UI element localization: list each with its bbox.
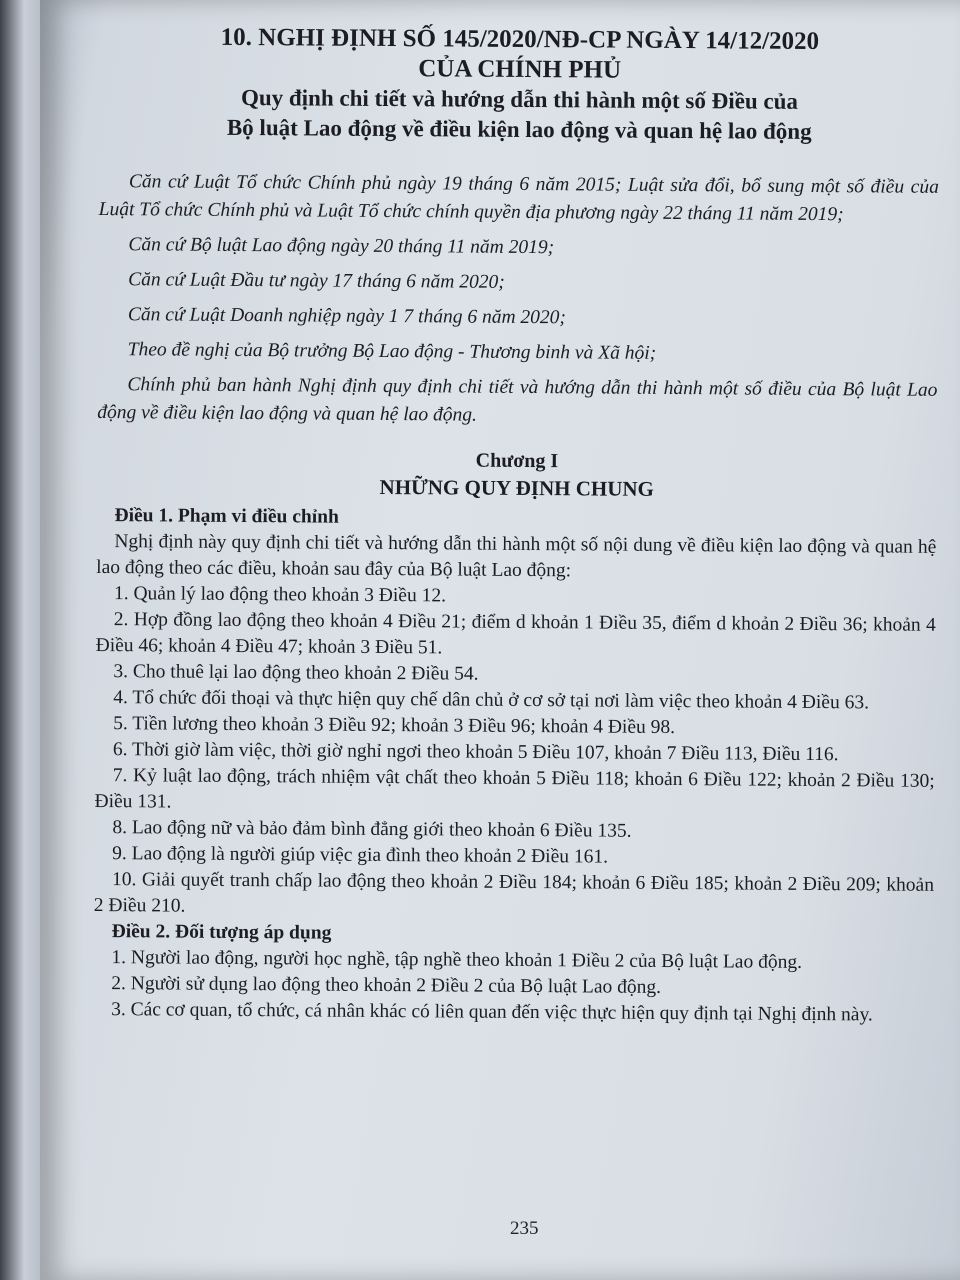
preamble-paragraph: Căn cứ Luật Tổ chức Chính phủ ngày 19 tháng 6 năm 2015; Luật sửa đổi, bổ sung một số điều của Luật Tổ chức Chính phủ và Luật Tổ chức chính quyền địa phương ngày 22 tháng 11 năm 2019; — [98, 171, 939, 226]
article-2-item: 2. Người sử dụng lao động theo khoản 2 Điều 2 của Bộ luật Lao động. — [111, 973, 662, 998]
article-1-item: 10. Giải quyết tranh chấp lao động theo khoản 2 Điều 184; khoản 6 Điều 185; khoản 2 Điều 209; khoản 2 Điều 210. — [93, 869, 935, 917]
preamble-paragraph: Theo đề nghị của Bộ trưởng Bộ Lao động - Thương binh và Xã hội; — [127, 339, 657, 364]
document-subtitle-1: Quy định chi tiết và hướng dẫn thi hành một số Điều của — [240, 84, 799, 114]
article-1-item: 8. Lao động nữ và bảo đảm bình đẳng giới theo khoản 6 Điều 135. — [112, 817, 632, 842]
preamble-paragraph: Chính phủ ban hành Nghị định quy định chi tiết và hướng dẫn thi hành một số điều của Bộ luật Lao động về điều kiện lao động và quan hệ lao động. — [97, 374, 938, 426]
article-1-item: 2. Hợp đồng lao động theo khoản 4 Điều 21; điểm d khoản 1 Điều 35, điểm d khoản 2 Điều 36; khoản 4 Điều 46; khoản 4 Điều 47; khoản 3 Điều 51. — [95, 609, 936, 659]
preamble — [97, 168, 939, 433]
article-1-item: 3. Cho thuê lại lao động theo khoản 2 Điều 54. — [113, 661, 479, 685]
preamble-paragraph: Căn cứ Luật Doanh nghiệp ngày 1 7 tháng 6 năm 2020; — [127, 304, 567, 329]
preamble-paragraph: Căn cứ Luật Đầu tư ngày 17 tháng 6 năm 2020; — [128, 269, 505, 293]
document-title: 10. NGHỊ ĐỊNH SỐ 145/2020/NĐ-CP NGÀY 14/12/2020 — [220, 23, 820, 56]
article-1-item: 9. Lao động là người giúp việc gia đình theo khoản 2 Điều 161. — [112, 843, 609, 868]
article-2-heading: Điều 2. Đối tượng áp dụng — [111, 921, 332, 944]
article-2-body — [93, 945, 934, 1029]
article-1-item: 4. Tổ chức đối thoại và thực hiện quy chế dân chủ ở cơ sở tại nơi làm việc theo khoản 4 Điều 63. — [113, 687, 870, 714]
article-1-item: 7. Kỷ luật lao động, trách nhiệm vật chất theo khoản 5 Điều 118; khoản 6 Điều 122; khoản 2 Điều 130; Điều 131. — [94, 765, 935, 813]
article-1-intro: Nghị định này quy định chi tiết và hướng dẫn thi hành một số nội dung về điều kiện lao động và quan hệ lao động theo các điều, khoản sau đây của Bộ luật Lao động: — [96, 531, 937, 582]
article-1-item: 5. Tiền lương theo khoản 3 Điều 92; khoản 3 Điều 96; khoản 4 Điều 98. — [113, 713, 676, 739]
page-number: 235 — [510, 1218, 539, 1239]
article-1-item: 1. Quản lý lao động theo khoản 3 Điều 12. — [113, 583, 447, 607]
book-page — [40, 0, 960, 1280]
chapter-title: NHỮNG QUY ĐỊNH CHUNG — [379, 474, 655, 501]
article-1-heading: Điều 1. Phạm vi điều chỉnh — [114, 505, 339, 528]
article-2-item: 3. Các cơ quan, tổ chức, cá nhân khác có liên quan đến việc thực hiện quy định tại Nghị định này. — [111, 999, 873, 1026]
book-spine — [0, 0, 44, 1280]
chapter-label: Chương I — [475, 449, 559, 473]
page-content — [93, 22, 940, 1029]
document-subtitle-2: Bộ luật Lao động về điều kiện lao động và quan hệ lao động — [226, 114, 812, 144]
document-issuer: CỦA CHÍNH PHỦ — [418, 55, 622, 84]
preamble-paragraph: Căn cứ Bộ luật Lao động ngày 20 tháng 11 năm 2019; — [128, 234, 555, 259]
article-2-item: 1. Người lao động, người học nghề, tập nghề theo khoản 1 Điều 2 của Bộ luật Lao động. — [111, 947, 803, 973]
article-1-item: 6. Thời giờ làm việc, thời giờ nghỉ ngơi theo khoản 5 Điều 107, khoản 7 Điều 113, Điều 116. — [112, 739, 839, 766]
article-1-body — [94, 529, 937, 925]
